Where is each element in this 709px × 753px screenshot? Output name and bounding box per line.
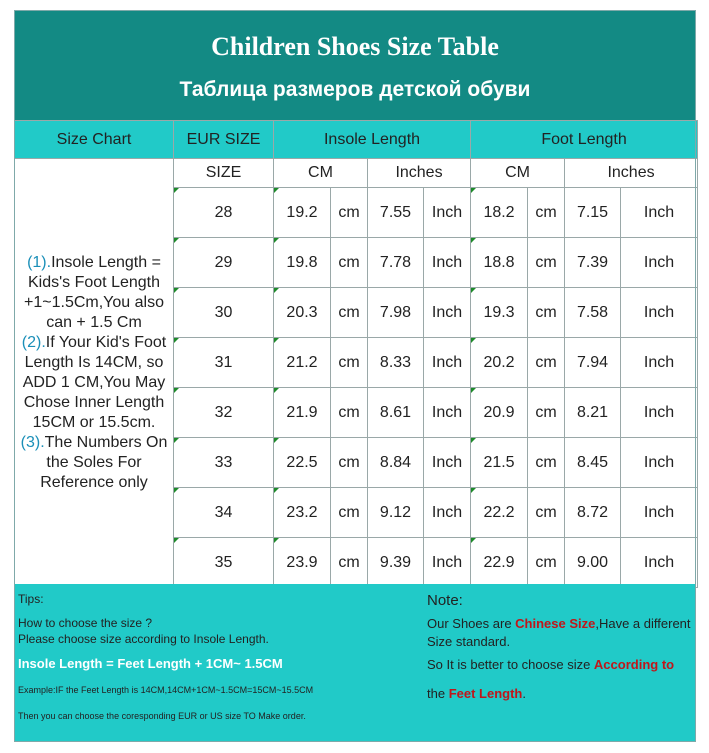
according-to-highlight: According to — [593, 657, 675, 672]
insole-cm-value: 23.9 — [274, 538, 331, 588]
note-text: So It is better to choose size — [427, 657, 594, 672]
foot-inches-subheader: Inches — [565, 159, 698, 188]
foot-cm-subheader: CM — [471, 159, 565, 188]
inch-unit: Inch — [424, 338, 471, 388]
insole-cm-subheader: CM — [274, 159, 368, 188]
insole-inch-value: 7.98 — [368, 288, 424, 338]
inch-unit: Inch — [424, 188, 471, 238]
cm-unit: cm — [331, 288, 368, 338]
order-instruction-text: Then you can choose the coresponding EUR or US size TO Make order. — [18, 711, 306, 721]
insole-cm-value: 20.3 — [274, 288, 331, 338]
cm-unit: cm — [331, 238, 368, 288]
size-chart-header: Size Chart — [15, 121, 174, 159]
foot-length-header: Foot Length — [471, 121, 698, 159]
note-number: (3). — [20, 434, 45, 451]
foot-cm-value: 18.8 — [471, 238, 528, 288]
insole-inch-value: 8.61 — [368, 388, 424, 438]
eur-size-header: EUR SIZE — [174, 121, 274, 159]
title-english: Children Shoes Size Table — [211, 32, 499, 61]
insole-inch-value: 8.33 — [368, 338, 424, 388]
cm-unit: cm — [331, 538, 368, 588]
note-text: . — [522, 686, 526, 701]
inch-unit: Inch — [621, 288, 698, 338]
foot-cm-value: 20.9 — [471, 388, 528, 438]
insole-length-header: Insole Length — [274, 121, 471, 159]
eur-size-cell: 29 — [174, 238, 274, 288]
foot-inch-value: 7.39 — [565, 238, 621, 288]
cm-unit: cm — [528, 288, 565, 338]
insole-inches-subheader: Inches — [368, 159, 471, 188]
note-text: the — [427, 686, 449, 701]
foot-cm-value: 20.2 — [471, 338, 528, 388]
formula-text: Insole Length = Feet Length + 1CM~ 1.5CM — [18, 656, 283, 671]
insole-inch-value: 7.55 — [368, 188, 424, 238]
insole-cm-value: 21.2 — [274, 338, 331, 388]
feet-length-highlight: Feet Length — [448, 686, 523, 701]
eur-size-cell: 34 — [174, 488, 274, 538]
foot-inch-value: 8.45 — [565, 438, 621, 488]
eur-size-cell: 30 — [174, 288, 274, 338]
inch-unit: Inch — [424, 288, 471, 338]
cm-unit: cm — [331, 338, 368, 388]
foot-inch-value: 7.58 — [565, 288, 621, 338]
cm-unit: cm — [331, 488, 368, 538]
foot-cm-value: 21.5 — [471, 438, 528, 488]
inch-unit: Inch — [424, 488, 471, 538]
note-text: If Your Kid's Foot Length Is 14CM, so ADD 1 CM,You May Chose Inner Length 15CM or 15.5cm. — [22, 334, 167, 431]
insole-inch-value: 7.78 — [368, 238, 424, 288]
inch-unit: Inch — [424, 388, 471, 438]
insole-cm-value: 19.2 — [274, 188, 331, 238]
foot-cm-value: 22.2 — [471, 488, 528, 538]
tips-label: Tips: — [18, 592, 44, 606]
note-number: (2). — [21, 334, 46, 351]
inch-unit: Inch — [424, 238, 471, 288]
cm-unit: cm — [528, 188, 565, 238]
inch-unit: Inch — [621, 238, 698, 288]
note-text: Our Shoes are — [427, 616, 516, 631]
note-label: Note: — [427, 592, 463, 609]
note-text: Insole Length = Kids's Foot Length +1~1.5Cm,You also can + 1.5 Cm — [24, 254, 164, 331]
insole-cm-value: 22.5 — [274, 438, 331, 488]
example-text: Example:IF the Feet Length is 14CM,14CM+1CM~1.5CM=15CM~15.5CM — [18, 685, 314, 695]
cm-unit: cm — [331, 188, 368, 238]
inch-unit: Inch — [621, 438, 698, 488]
cm-unit: cm — [528, 538, 565, 588]
foot-cm-value: 22.9 — [471, 538, 528, 588]
insole-cm-value: 19.8 — [274, 238, 331, 288]
inch-unit: Inch — [621, 538, 698, 588]
how-to-choose-text: How to choose the size ? — [18, 616, 153, 630]
note-number: (1). — [27, 254, 52, 271]
eur-size-cell: 28 — [174, 188, 274, 238]
cm-unit: cm — [528, 488, 565, 538]
note-text: ,Have a different Size standard. — [427, 616, 691, 649]
cm-unit: cm — [528, 238, 565, 288]
inch-unit: Inch — [621, 488, 698, 538]
note-text: The Numbers On the Soles For Reference only — [40, 434, 168, 491]
cm-unit: cm — [528, 438, 565, 488]
eur-size-cell: 31 — [174, 338, 274, 388]
cm-unit: cm — [331, 438, 368, 488]
insole-inch-value: 9.39 — [368, 538, 424, 588]
inch-unit: Inch — [621, 388, 698, 438]
insole-inch-value: 9.12 — [368, 488, 424, 538]
size-subheader: SIZE — [174, 159, 274, 188]
insole-inch-value: 8.84 — [368, 438, 424, 488]
foot-inch-value: 7.94 — [565, 338, 621, 388]
eur-size-cell: 33 — [174, 438, 274, 488]
foot-cm-value: 18.2 — [471, 188, 528, 238]
cm-unit: cm — [528, 388, 565, 438]
title-russian: Таблица размеров детской обуви — [179, 78, 531, 101]
eur-size-cell: 32 — [174, 388, 274, 438]
inch-unit: Inch — [621, 188, 698, 238]
inch-unit: Inch — [424, 538, 471, 588]
cm-unit: cm — [331, 388, 368, 438]
foot-inch-value: 8.72 — [565, 488, 621, 538]
foot-cm-value: 19.3 — [471, 288, 528, 338]
chinese-size-highlight: Chinese Size — [515, 616, 596, 631]
choose-by-insole-text: Please choose size according to Insole Length. — [18, 632, 269, 646]
foot-inch-value: 9.00 — [565, 538, 621, 588]
foot-inch-value: 8.21 — [565, 388, 621, 438]
cm-unit: cm — [528, 338, 565, 388]
outer-frame — [14, 10, 696, 742]
foot-inch-value: 7.15 — [565, 188, 621, 238]
insole-cm-value: 21.9 — [274, 388, 331, 438]
eur-size-cell: 35 — [174, 538, 274, 588]
insole-cm-value: 23.2 — [274, 488, 331, 538]
inch-unit: Inch — [424, 438, 471, 488]
inch-unit: Inch — [621, 338, 698, 388]
